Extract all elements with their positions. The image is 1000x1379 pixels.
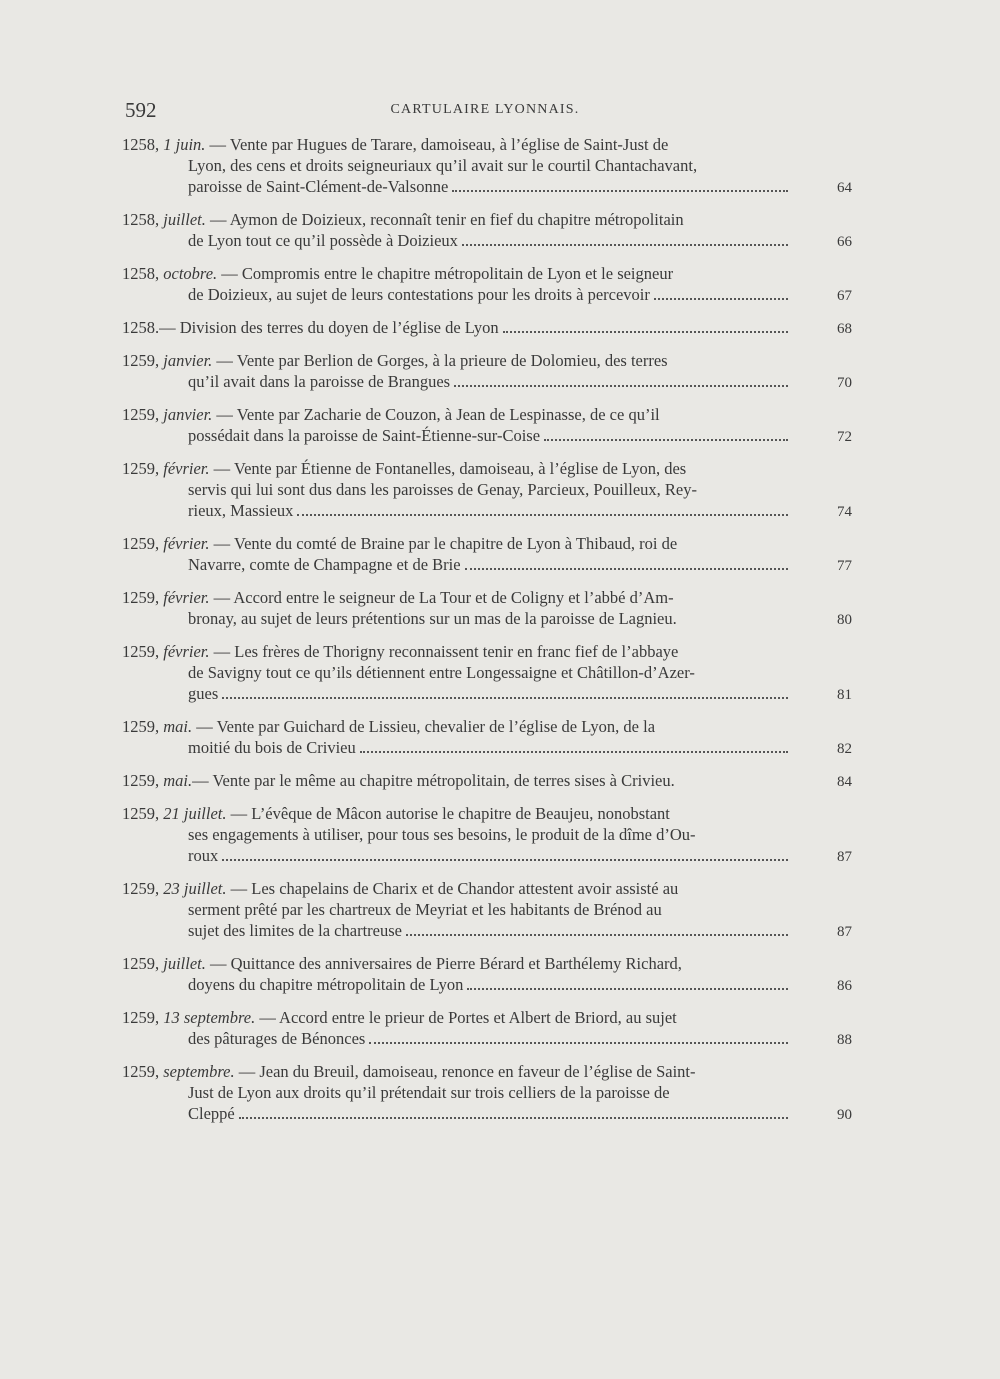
entry-date: [122, 954, 210, 973]
entry-year: 1259,: [122, 1008, 160, 1027]
entry-day: 21 juillet.: [163, 804, 227, 823]
entry-line: [122, 920, 852, 941]
toc-entry: [122, 209, 852, 251]
entry-date: [122, 770, 192, 791]
entry-line: [122, 683, 852, 704]
entry-line: [122, 878, 794, 899]
entry-day: 1 juin.: [163, 135, 206, 154]
entry-text: — Vente par Étienne de Fontanelles, damoiseau, à l’église de Lyon, des: [213, 459, 687, 478]
dot-leader: [222, 697, 788, 699]
entry-day: mai.: [163, 771, 193, 790]
entry-year: 1259,: [122, 459, 160, 478]
entry-date: [122, 210, 210, 229]
entry-text: — Jean du Breuil, damoiseau, renonce en faveur de l’église de Saint-: [238, 1062, 696, 1081]
entry-text: qu’il avait dans la paroisse de Brangues: [188, 372, 451, 391]
page-reference: 90: [837, 1107, 852, 1123]
entry-text: roux: [188, 846, 219, 865]
entry-text: de Savigny tout ce qu’ils détiennent entre Longessaigne et Châtillon-d’Azer-: [188, 663, 695, 682]
dot-leader: [503, 331, 788, 333]
entry-day: juillet.: [163, 210, 206, 229]
toc-entry: [122, 878, 852, 941]
toc-entry: [122, 953, 852, 995]
dot-leader: [369, 1042, 788, 1044]
entry-date: [122, 135, 210, 154]
entry-date: [122, 405, 216, 424]
entry-text: — Vente par Zacharie de Couzon, à Jean de Lespinasse, de ce qu’il: [216, 405, 660, 424]
entry-day: juillet.: [163, 954, 206, 973]
running-head: CARTULAIRE LYONNAIS.: [390, 102, 580, 117]
entry-text: moitié du bois de Crivieu: [188, 738, 356, 757]
entry-line: [122, 1082, 860, 1103]
dot-leader: [465, 568, 788, 570]
entry-line: [122, 737, 852, 758]
entry-line: [122, 263, 794, 284]
entry-date: [122, 879, 231, 898]
entry-text: — Compromis entre le chapitre métropolitain de Lyon et le seigneur: [221, 264, 674, 283]
toc-entry: [122, 350, 852, 392]
page-reference: 86: [837, 978, 852, 994]
toc-entry: [122, 770, 852, 791]
entry-line: [122, 1007, 794, 1028]
entry-year: 1259,: [122, 879, 160, 898]
entry-text: serment prêté par les chartreux de Meyriat et les habitants de Brénod au: [188, 900, 662, 919]
entry-text: — Aymon de Doizieux, reconnaît tenir en fief du chapitre métropolitain: [210, 210, 684, 229]
toc-entry: [122, 134, 852, 197]
dot-leader: [467, 988, 788, 990]
entry-text: — Vente par le même au chapitre métropolitain, de terres sises à Crivieu.: [192, 771, 675, 790]
entry-line: [122, 371, 852, 392]
page-header: [125, 98, 845, 128]
entry-text: de Doizieux, au sujet de leurs contestations pour les droits à percevoir: [188, 285, 650, 304]
dot-leader: [222, 859, 788, 861]
toc-entry: [122, 641, 852, 704]
entry-text: des pâturages de Bénonces: [188, 1029, 366, 1048]
page-reference: 68: [837, 321, 852, 337]
page-reference: 74: [837, 504, 852, 520]
entry-text: sujet des limites de la chartreuse: [188, 921, 402, 940]
entry-year: 1258.: [122, 318, 160, 337]
entry-line: [122, 404, 794, 425]
table-of-contents: [122, 134, 852, 1136]
dot-leader: [239, 1117, 788, 1119]
entry-year: 1259,: [122, 804, 160, 823]
entry-year: 1259,: [122, 405, 160, 424]
entry-text: servis qui lui sont dus dans les paroisses de Genay, Parcieux, Pouilleux, Rey-: [188, 480, 697, 499]
entry-text: paroisse de Saint-Clément-de-Valsonne: [188, 177, 449, 196]
entry-text: rieux, Massieux: [188, 501, 294, 520]
entry-line: [122, 350, 794, 371]
page-reference: 67: [837, 288, 852, 304]
entry-year: 1259,: [122, 717, 160, 736]
entry-text: — Les frères de Thorigny reconnaissent tenir en franc fief de l’abbaye: [213, 642, 679, 661]
entry-date: [122, 1008, 259, 1027]
entry-text: — Accord entre le seigneur de La Tour et de Coligny et l’abbé d’Am-: [213, 588, 674, 607]
page-reference: 72: [837, 429, 852, 445]
dot-leader: [452, 190, 788, 192]
entry-date: [122, 642, 214, 661]
entry-line: [122, 641, 794, 662]
entry-day: mai.: [163, 717, 193, 736]
entry-line: [122, 500, 852, 521]
entry-text: — Vente par Guichard de Lissieu, chevalier de l’église de Lyon, de la: [196, 717, 656, 736]
entry-date: [122, 1062, 239, 1081]
entry-line: [122, 317, 852, 338]
dot-leader: [654, 298, 788, 300]
entry-text: de Lyon tout ce qu’il possède à Doizieux: [188, 231, 458, 250]
entry-text: ses engagements à utiliser, pour tous ses besoins, le produit de la dîme d’Ou-: [188, 825, 696, 844]
toc-entry: [122, 1061, 852, 1124]
entry-day: février.: [163, 642, 210, 661]
entry-text: Navarre, comte de Champagne et de Brie: [188, 555, 461, 574]
entry-line: [122, 1103, 852, 1124]
page-reference: 66: [837, 234, 852, 250]
entry-day: février.: [163, 459, 210, 478]
entry-day: septembre.: [163, 1062, 235, 1081]
entry-line: [122, 1061, 794, 1082]
entry-year: 1259,: [122, 351, 160, 370]
entry-year: 1259,: [122, 771, 160, 790]
entry-line: [122, 479, 860, 500]
entry-text: — Accord entre le prieur de Portes et Albert de Briord, au sujet: [259, 1008, 677, 1027]
entry-text: bronay, au sujet de leurs prétentions sur un mas de la paroisse de Lagnieu.: [188, 609, 677, 628]
page-reference: 80: [837, 612, 852, 628]
entry-date: [122, 264, 221, 283]
entry-line: [122, 425, 852, 446]
dot-leader: [454, 385, 788, 387]
entry-year: 1259,: [122, 534, 160, 553]
entry-line: [122, 608, 852, 629]
entry-text: — Les chapelains de Charix et de Chandor attestent avoir assisté au: [230, 879, 679, 898]
toc-entry: [122, 1007, 852, 1049]
page-reference: 88: [837, 1032, 852, 1048]
dot-leader: [462, 244, 788, 246]
entry-year: 1258,: [122, 264, 160, 283]
dot-leader: [544, 439, 788, 441]
toc-entry: [122, 404, 852, 446]
entry-line: [122, 587, 794, 608]
entry-line: [122, 458, 794, 479]
entry-text: Lyon, des cens et droits seigneuriaux qu’il avait sur le courtil Chantachavant,: [188, 156, 698, 175]
entry-date: [122, 534, 214, 553]
entry-day: février.: [163, 534, 210, 553]
page-reference: 64: [837, 180, 852, 196]
entry-text: gues: [188, 684, 219, 703]
dot-leader: [297, 514, 788, 516]
entry-line: [122, 803, 794, 824]
entry-line: [122, 230, 852, 251]
entry-text: — Vente du comté de Braine par le chapitre de Lyon à Thibaud, roi de: [213, 534, 678, 553]
entry-line: [122, 554, 852, 575]
entry-line: [122, 662, 860, 683]
entry-line: [122, 533, 794, 554]
entry-line: [122, 716, 794, 737]
entry-line: [122, 974, 852, 995]
page-reference: 70: [837, 375, 852, 391]
page-reference: 77: [837, 558, 852, 574]
page-number: 592: [125, 98, 157, 122]
page-reference: 81: [837, 687, 852, 703]
entry-day: octobre.: [163, 264, 218, 283]
page-reference: 87: [837, 924, 852, 940]
dot-leader: [406, 934, 788, 936]
entry-date: [122, 351, 216, 370]
entry-date: [122, 317, 159, 338]
toc-entry: [122, 716, 852, 758]
entry-year: 1258,: [122, 135, 160, 154]
entry-line: [122, 284, 852, 305]
entry-text: — Vente par Hugues de Tarare, damoiseau, à l’église de Saint-Just de: [209, 135, 669, 154]
dot-leader: [360, 751, 788, 753]
entry-text: — Vente par Berlion de Gorges, à la prieure de Dolomieu, des terres: [216, 351, 668, 370]
entry-line: [122, 134, 794, 155]
entry-line: [122, 824, 860, 845]
entry-text: Just de Lyon aux droits qu’il prétendait sur trois celliers de la paroisse de: [188, 1083, 670, 1102]
entry-text: possédait dans la paroisse de Saint-Étienne-sur-Coise: [188, 426, 541, 445]
toc-entry: [122, 458, 852, 521]
page-reference: 87: [837, 849, 852, 865]
entry-year: 1259,: [122, 588, 160, 607]
entry-date: [122, 588, 214, 607]
toc-entry: [122, 587, 852, 629]
toc-entry: [122, 317, 852, 338]
page-reference: 84: [837, 774, 852, 790]
entry-day: 23 juillet.: [163, 879, 227, 898]
entry-year: 1259,: [122, 642, 160, 661]
entry-text: — Quittance des anniversaires de Pierre Bérard et Barthélemy Richard,: [210, 954, 682, 973]
toc-entry: [122, 263, 852, 305]
entry-year: 1258,: [122, 210, 160, 229]
entry-text: Cleppé: [188, 1104, 235, 1123]
entry-line: [122, 176, 852, 197]
entry-text: — L’évêque de Mâcon autorise le chapitre de Beaujeu, nonobstant: [230, 804, 670, 823]
entry-text: doyens du chapitre métropolitain de Lyon: [188, 975, 464, 994]
entry-line: [122, 155, 860, 176]
entry-year: 1259,: [122, 954, 160, 973]
entry-day: janvier.: [163, 351, 213, 370]
entry-day: janvier.: [163, 405, 213, 424]
entry-line: [122, 209, 794, 230]
entry-day: 13 septembre.: [163, 1008, 256, 1027]
page-reference: 82: [837, 741, 852, 757]
entry-line: [122, 899, 860, 920]
entry-year: 1259,: [122, 1062, 160, 1081]
toc-entry: [122, 533, 852, 575]
entry-text: — Division des terres du doyen de l’église de Lyon: [159, 318, 499, 337]
entry-date: [122, 804, 231, 823]
entry-date: [122, 717, 196, 736]
entry-day: février.: [163, 588, 210, 607]
entry-line: [122, 845, 852, 866]
entry-line: [122, 953, 794, 974]
entry-date: [122, 459, 214, 478]
entry-line: [122, 1028, 852, 1049]
toc-entry: [122, 803, 852, 866]
entry-line: [122, 770, 852, 791]
